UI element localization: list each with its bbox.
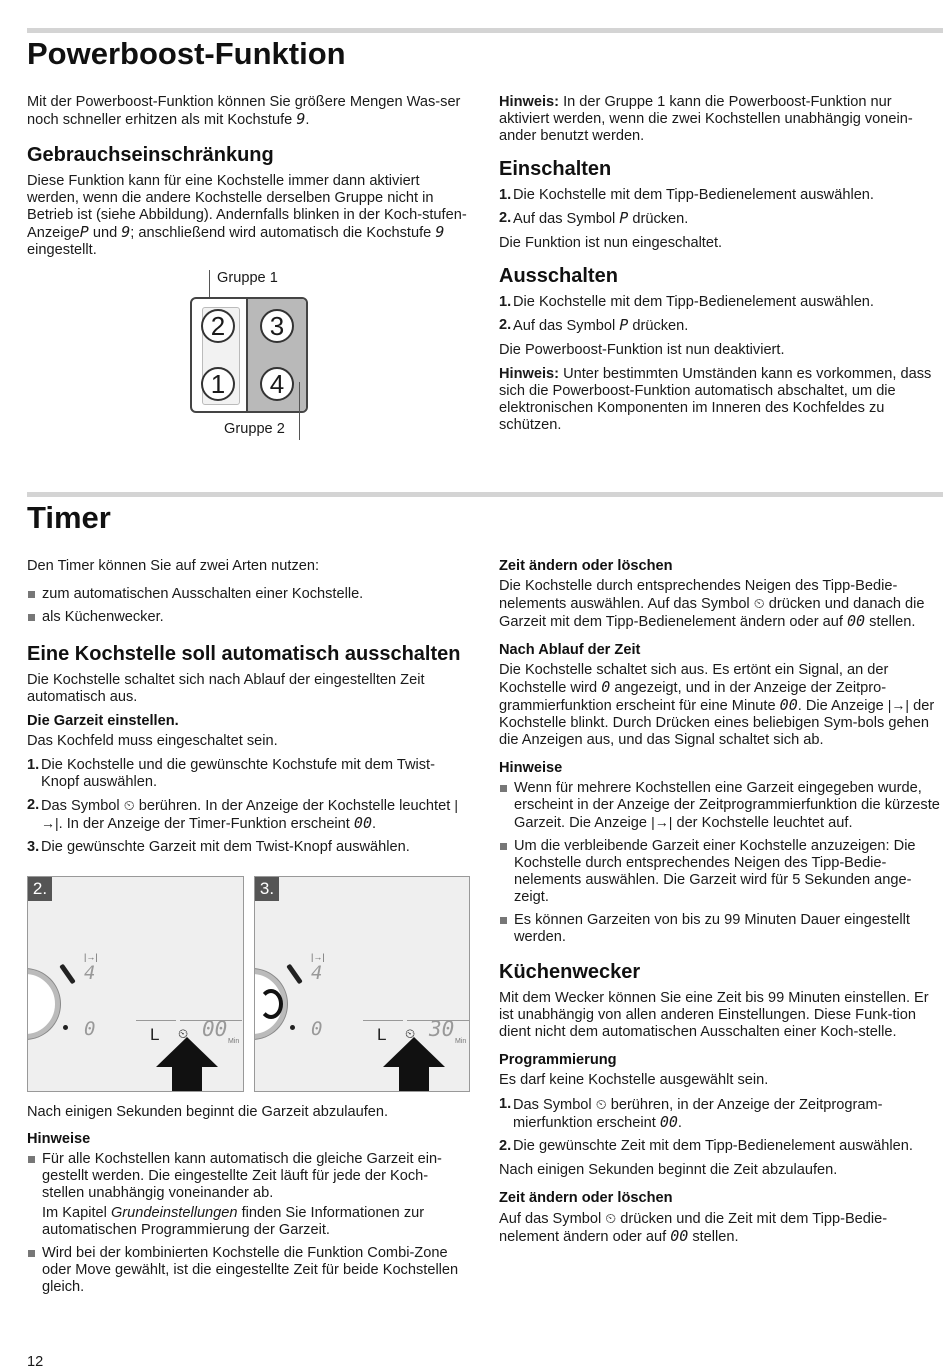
cook-level-display: 0 [84, 1018, 96, 1040]
level-0-symbol: 0 [601, 678, 611, 696]
group2-label: Gruppe 2 [224, 421, 285, 437]
figure-label: 2. [28, 877, 52, 901]
change-time-title: Zeit ändern oder löschen [499, 558, 673, 574]
hob-outline [190, 297, 308, 413]
group1-label: Gruppe 1 [217, 270, 278, 286]
p-symbol: P [619, 209, 629, 227]
kw-change-text: Auf das Symbol ⏲ drücken und die Zeit mit dem Tipp-Bedie-nelement ändern oder auf 00 stellen. [499, 1210, 888, 1245]
cook-level-display: 4 [84, 962, 96, 984]
programming-steps [499, 1096, 945, 1155]
level-9-symbol: 9 [121, 223, 131, 241]
group2-leader [299, 382, 300, 440]
stop-icon: |→| [887, 697, 910, 713]
figure-step-3 [254, 876, 470, 1092]
notes2-title: Hinweise [499, 760, 563, 776]
kitchen-timer-title: Küchenwecker [499, 961, 641, 983]
powerboost-intro: Mit der Powerboost-Funktion können Sie größere Mengen Was-ser noch schneller erhitzen als mit Kochstufe 9. [27, 94, 461, 128]
timer-title: Timer [27, 500, 111, 535]
list-item: als Küchenwecker. [27, 609, 470, 626]
stop-icon: |→| [651, 814, 673, 830]
knob-marker-icon [59, 964, 76, 985]
programming-after: Nach einigen Sekunden beginnt die Zeit abzulaufen. [499, 1162, 838, 1178]
on-steps [499, 187, 945, 228]
timer-display: 00 [202, 1017, 228, 1041]
bullet-icon [500, 917, 507, 924]
level-9-symbol: 9 [296, 110, 306, 128]
figure-label: 3. [255, 877, 279, 901]
minutes-unit: Min [455, 1038, 467, 1045]
list-item: Wenn für mehrere Kochstellen eine Garzeit eingegeben wurde, erscheint in der Anzeige der Zeitprogrammierfunktion die kürzeste Garzeit. Die Anzeige |→| der Kochstelle leuchtet auf. [499, 780, 945, 832]
bullet-icon [28, 1250, 35, 1257]
on-result: Die Funktion ist nun eingeschaltet. [499, 235, 723, 251]
notes-title: Hinweise [27, 1131, 91, 1147]
auto-off-title: Eine Kochstelle soll automatisch ausschalten [27, 643, 461, 665]
rotate-arrow-icon [259, 989, 283, 1019]
off-steps [499, 294, 945, 335]
powerboost-right-column [499, 94, 945, 441]
p-symbol: P [79, 223, 89, 241]
clock-icon: ⏲ [753, 595, 765, 611]
list-item: Für alle Kochstellen kann automatisch die gleiche Garzeit ein-gestellt werden. Die eingestellte Zeit läuft für jede der Koch-stellen unabhängig voneinander ab. Im Kapitel Grundeinstellungen finden Sie Informationen zur automatischen Programmierung der Garzeit. [27, 1151, 470, 1239]
list-item: 1. Das Symbol ⏲ berühren, in der Anzeige der Zeitprogram-mierfunktion erscheint 00. [499, 1096, 883, 1131]
timer-uses [27, 586, 470, 626]
time-00-symbol: 00 [353, 814, 372, 832]
display-rule [136, 1020, 176, 1021]
knob-dot-icon [63, 1025, 68, 1030]
section-rule-top [27, 28, 943, 33]
list-item: 2. Die gewünschte Zeit mit dem Tipp-Bedienelement auswählen. [499, 1138, 913, 1154]
timer-display: 30 [429, 1017, 455, 1041]
bullet-icon [500, 843, 507, 850]
zone-4: 4 [260, 367, 294, 401]
list-item: zum automatischen Ausschalten einer Kochstelle. [27, 586, 470, 603]
minutes-unit: Min [228, 1038, 240, 1045]
bullet-icon [28, 614, 35, 621]
on-title: Einschalten [499, 158, 612, 180]
timer-intro: Den Timer können Sie auf zwei Arten nutzen: [27, 558, 320, 574]
powerboost-hint: Hinweis: In der Gruppe 1 kann die Powerboost-Funktion nur aktiviert werden, wenn die zwei Kochstellen unabhängig vonein-ander benutzt werden. [499, 94, 913, 144]
clock-icon: ⏲ [405, 1026, 416, 1041]
list-item: 1. Die Kochstelle mit dem Tipp-Bedienelement auswählen. [499, 187, 874, 203]
level-9-symbol: 9 [435, 223, 445, 241]
stop-indicator-icon: |→| [311, 952, 325, 962]
twist-knob [27, 969, 60, 1039]
list-item: 1. Die Kochstelle mit dem Tipp-Bedienelement auswählen. [499, 294, 874, 310]
list-item: Um die verbleibende Garzeit einer Kochstelle anzuzeigen: Die Kochstelle durch entsprechendes Neigen des Tipp-Bedie-nelements auswählen. Die Garzeit wird für 5 Sekunden ange-zeigt. [499, 838, 945, 906]
timer-notes [27, 1151, 470, 1296]
clock-icon: ⏲ [595, 1096, 607, 1112]
kitchen-timer-text: Mit dem Wecker können Sie eine Zeit bis 99 Minuten einstellen. Er ist unabhängig von allen anderen Einstellungen. Diese Funk-tion dient nicht dem automatischen Ausschalten einer Koch-stelle. [499, 990, 929, 1040]
p-symbol: P [619, 316, 629, 334]
auto-off-text: Die Kochstelle schaltet sich nach Ablauf der eingestellten Zeit automatisch aus. [27, 672, 425, 705]
bullet-icon [28, 591, 35, 598]
time-00-symbol: 00 [670, 1227, 689, 1245]
expire-text: Die Kochstelle schaltet sich aus. Es ertönt ein Signal, an der Kochstelle wird 0 angezeigt, und in der Anzeige der Zeitpro-grammierfunktion erscheint für eine Minute 00. Die Anzeige |→| der Kochstelle blinkt. Durch Drücken eines beliebigen Sym-bols gehen die Anzeigen aus, und das Signal schaltet sich ab. [499, 662, 935, 748]
cook-level-display: 0 [311, 1018, 323, 1040]
timer-left-top [27, 558, 470, 863]
list-item: 1. Die Kochstelle und die gewünschte Kochstufe mit dem Twist-Knopf auswählen. [27, 757, 435, 790]
restriction-title: Gebrauchseinschränkung [27, 144, 274, 166]
hob-group-diagram [180, 262, 320, 442]
clock-icon: ⏲ [178, 1026, 189, 1041]
powerboost-left-column [27, 94, 470, 266]
change-time-text: Die Kochstelle durch entsprechendes Neigen des Tipp-Bedie-nelements auswählen. Auf das Symbol ⏲ drücken und danach die Garzeit mit dem Tipp-Bedienelement ändern oder auf 00 stellen. [499, 578, 925, 630]
timer-left-bottom [27, 1104, 470, 1302]
set-time-steps [27, 757, 470, 856]
time-00-symbol: 00 [779, 696, 798, 714]
up-arrow-icon [156, 1037, 218, 1092]
lock-display: L [377, 1025, 387, 1044]
list-item: 2. Auf das Symbol P drücken. [499, 209, 689, 227]
lock-display: L [150, 1025, 160, 1044]
stop-indicator-icon: |→| [84, 952, 98, 962]
list-item: 3. Die gewünschte Garzeit mit dem Twist-Knopf auswählen. [27, 839, 410, 855]
off-title: Ausschalten [499, 265, 618, 287]
section-rule-timer [27, 492, 943, 497]
display-rule [363, 1020, 403, 1021]
restriction-text: Diese Funktion kann für eine Kochstelle immer dann aktiviert werden, wenn die andere Kochstelle derselben Gruppe nicht in Betrieb ist (siehe Abbildung). Andernfalls blinken in der Koch-stufen-AnzeigeP und 9; anschließend wird automatisch die Kochstufe 9 eingestellt. [27, 173, 467, 258]
knob-marker-icon [286, 964, 303, 985]
set-time-pre: Das Kochfeld muss eingeschaltet sein. [27, 733, 278, 749]
powerboost-title: Powerboost-Funktion [27, 36, 346, 71]
zone-3: 3 [260, 309, 294, 343]
list-item: Es können Garzeiten von bis zu 99 Minuten Dauer eingestellt werden. [499, 912, 945, 946]
set-time-title: Die Garzeit einstellen. [27, 713, 179, 729]
off-result: Die Powerboost-Funktion ist nun deaktiviert. [499, 342, 785, 358]
bullet-icon [28, 1156, 35, 1163]
figure-step-2 [27, 876, 244, 1092]
bullet-icon [500, 785, 507, 792]
powerboost-hint-2: Hinweis: Unter bestimmten Umständen kann es vorkommen, dass sich die Powerboost-Funktion automatisch abschaltet, um die elektronischen Komponenten im Inneren des Kochfeldes zu schützen. [499, 366, 932, 433]
programming-title: Programmierung [499, 1052, 617, 1068]
group-divider [246, 299, 248, 413]
time-00-symbol: 00 [847, 612, 866, 630]
after-figures-text: Nach einigen Sekunden beginnt die Garzeit abzulaufen. [27, 1104, 389, 1120]
list-item: 2. Das Symbol ⏲ berühren. In der Anzeige der Kochstelle leuchtet |→|. In der Anzeige der Timer-Funktion erscheint 00. [27, 797, 458, 832]
timer-notes-2 [499, 780, 945, 946]
kw-change-title: Zeit ändern oder löschen [499, 1190, 673, 1206]
zone-1: 1 [201, 367, 235, 401]
timer-right-column [499, 558, 945, 1253]
list-item: 2. Auf das Symbol P drücken. [499, 316, 689, 334]
up-arrow-icon [383, 1037, 445, 1092]
time-00-symbol: 00 [659, 1113, 678, 1131]
knob-dot-icon [290, 1025, 295, 1030]
clock-icon: ⏲ [123, 797, 135, 813]
zone-2: 2 [201, 309, 235, 343]
page-number: 12 [27, 1354, 44, 1370]
stop-icon: |→| [41, 797, 458, 831]
cook-level-display: 4 [311, 962, 323, 984]
expire-title: Nach Ablauf der Zeit [499, 642, 641, 658]
programming-pre: Es darf keine Kochstelle ausgewählt sein. [499, 1072, 769, 1088]
list-item: Wird bei der kombinierten Kochstelle die Funktion Combi-Zone oder Move gewählt, ist die eingestellte Zeit für beide Kochstellen gleich. [27, 1245, 470, 1296]
clock-icon: ⏲ [605, 1210, 617, 1226]
